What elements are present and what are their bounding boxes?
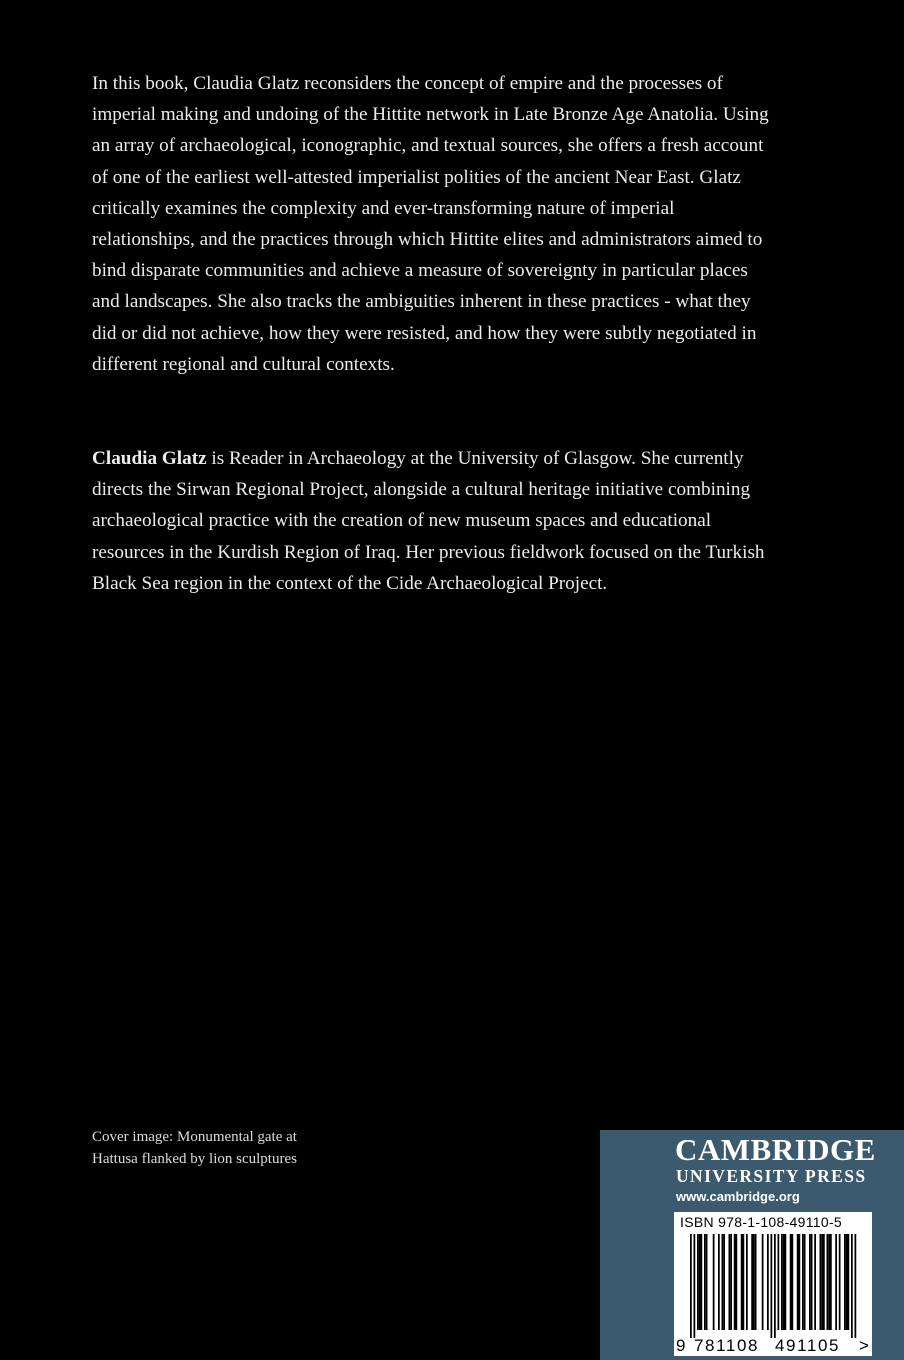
publisher-name: CAMBRIDGE xyxy=(675,1132,876,1167)
barcode-bar xyxy=(743,1234,745,1330)
barcode-bar xyxy=(828,1234,830,1330)
barcode-bar xyxy=(781,1234,783,1330)
barcode-bar xyxy=(821,1234,823,1330)
publisher-subname: UNIVERSITY PRESS xyxy=(676,1166,867,1186)
barcode-bar xyxy=(797,1234,799,1330)
publisher-panel xyxy=(600,1130,904,1360)
barcode-digit-first: 9 xyxy=(676,1336,686,1355)
cover-credit-line-2: Hattusa flanked by lion sculptures xyxy=(92,1151,297,1167)
barcode-bar xyxy=(820,1234,822,1330)
barcode-bar xyxy=(762,1234,764,1330)
barcode-digits-right: 491105 xyxy=(775,1336,841,1355)
cover-image-credit xyxy=(92,1126,352,1170)
barcode-bar xyxy=(723,1234,725,1330)
author-bio-text: is Reader in Archaeology at the University of Glasgow. She currently directs the Sirwan Regional Project, alongside a cultural heritage initiative combining archaeological practice with the creation of new museum spaces and educational resources in the Kurdish Region of Iraq. Her previous fieldwork focused on the Turkish Black Sea region in the context of the Cide Archaeological Project. xyxy=(92,448,765,594)
barcode-bar xyxy=(729,1234,731,1330)
barcode-bar xyxy=(753,1234,755,1330)
barcode-bar xyxy=(827,1234,829,1330)
barcode-bar xyxy=(699,1234,701,1330)
barcode-bar xyxy=(799,1234,801,1330)
publisher-url: www.cambridge.org xyxy=(676,1189,800,1204)
barcode-bar xyxy=(785,1234,787,1330)
author-name: Claudia Glatz xyxy=(92,448,207,469)
isbn-label: ISBN 978-1-108-49110-5 xyxy=(680,1214,842,1230)
barcode-bar xyxy=(844,1234,846,1330)
barcode-bar xyxy=(814,1234,816,1330)
barcode-bar xyxy=(855,1234,857,1338)
barcode-bar xyxy=(802,1234,804,1330)
barcode-digits-left: 781108 xyxy=(694,1336,760,1355)
barcode-bar xyxy=(804,1234,806,1330)
barcode-bar xyxy=(730,1234,732,1330)
cover-credit-line-1: Cover image: Monumental gate at xyxy=(92,1129,297,1145)
barcode-bar xyxy=(706,1234,708,1330)
barcode-bar xyxy=(846,1234,848,1330)
barcode-bar xyxy=(701,1234,703,1330)
barcode-bar xyxy=(713,1234,715,1330)
barcode-bar xyxy=(694,1234,696,1338)
barcode-bar xyxy=(736,1234,738,1330)
barcode-bar xyxy=(741,1234,743,1330)
barcode-bar xyxy=(839,1234,841,1330)
barcode-bar xyxy=(778,1234,780,1330)
barcode-bar xyxy=(767,1234,769,1330)
barcode-bar xyxy=(734,1234,736,1330)
barcode-bar xyxy=(718,1234,720,1330)
barcode-bar xyxy=(835,1234,837,1330)
isbn-barcode xyxy=(674,1212,872,1356)
barcode-bar xyxy=(848,1234,850,1330)
barcode-bar xyxy=(851,1234,853,1338)
book-description: In this book, Claudia Glatz reconsiders the concept of empire and the processes of imperial making and undoing of the Hittite network in Late Bronze Age Anatolia. Using an array of archaeological, iconographic, and textual sources, she offers a fresh account of one of the earliest well-attested imperialist polities of the ancient Near East. Glatz critically examines the complexity and ever-transforming nature of imperial relationships, and the practices through which Hittite elites and administrators aimed to bind disparate communities and achieve a measure of sovereignty in particular places and landscapes. She also tracks the ambiguities inherent in these practices - what they did or did not achieve, how they were resisted, and how they were subtly negotiated in different regional and cultural contexts. xyxy=(92,73,769,375)
barcode-bar xyxy=(823,1234,825,1330)
barcode-bar xyxy=(774,1234,776,1338)
barcode-bar xyxy=(722,1234,724,1330)
barcode-graphic xyxy=(674,1212,872,1356)
barcode-bar xyxy=(755,1234,757,1330)
barcode-bar xyxy=(690,1234,692,1338)
barcode-bar xyxy=(830,1234,832,1330)
barcode-bars xyxy=(690,1234,856,1338)
barcode-bar xyxy=(704,1234,706,1330)
barcode-bar xyxy=(792,1234,794,1330)
barcode-bar xyxy=(746,1234,748,1330)
barcode-bar xyxy=(783,1234,785,1330)
barcode-bar xyxy=(809,1234,811,1330)
barcode-bar xyxy=(790,1234,792,1330)
author-bio xyxy=(92,443,772,599)
barcode-bar xyxy=(697,1234,699,1330)
barcode-bar xyxy=(751,1234,753,1330)
barcode-quiet-zone-mark: > xyxy=(859,1336,869,1355)
barcode-bar xyxy=(771,1234,773,1338)
barcode-bar xyxy=(811,1234,813,1330)
